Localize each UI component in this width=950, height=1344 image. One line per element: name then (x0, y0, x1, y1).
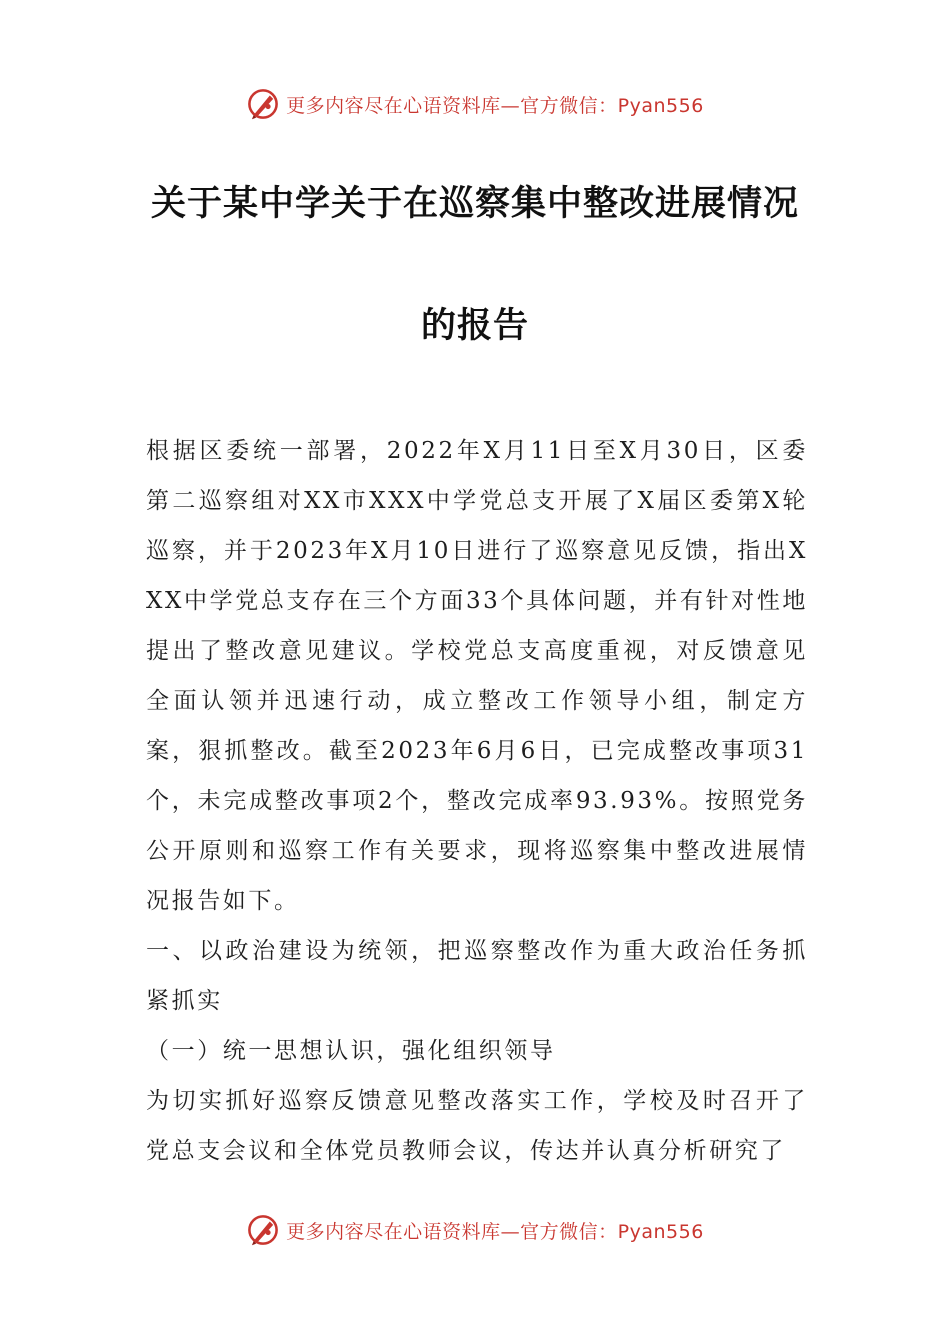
watermark-handle: Pyan556 (617, 1220, 704, 1243)
pen-logo-icon (246, 87, 280, 121)
document-body (146, 426, 808, 1176)
pen-logo-icon (246, 1213, 280, 1247)
watermark-handle: Pyan556 (617, 94, 704, 117)
watermark-text: 更多内容尽在心语资料库—官方微信：Pyan556 (286, 1220, 704, 1243)
subsection-heading-1: （一）统一思想认识，强化组织领导 (146, 1038, 556, 1064)
paragraph-body: 为切实抓好巡察反馈意见整改落实工作，学校及时召开了党总支会议和全体党员教师会议，传达并认真分析研究了 (146, 1088, 808, 1164)
watermark-footer (0, 1210, 950, 1250)
document-title-line-2: 的报告 (420, 305, 529, 346)
paragraph-intro: 根据区委统一部署，2022年X月11日至X月30日，区委第二巡察组对XX市XXX中学党总支开展了X届区委第X轮巡察，并于2023年X月10日进行了巡察意见反馈，指出XXX中学党总支存在三个方面33个具体问题，并有针对性地提出了整改意见建议。学校党总支高度重视，对反馈意见全面认领并迅速行动，成立整改工作领导小组，制定方案，狠抓整改。截至2023年6月6日，已完成整改事项31个，未完成整改事项2个，整改完成率93.93%。按照党务公开原则和巡察工作有关要求，现将巡察集中整改进展情况报告如下。 (146, 438, 808, 914)
section-heading-1: 一、以政治建设为统领，把巡察整改作为重大政治任务抓紧抓实 (146, 938, 808, 1014)
watermark-header (0, 84, 950, 124)
watermark-text: 更多内容尽在心语资料库—官方微信：Pyan556 (286, 94, 704, 117)
document-title-line-1: 关于某中学关于在巡察集中整改进展情况 (150, 183, 799, 224)
